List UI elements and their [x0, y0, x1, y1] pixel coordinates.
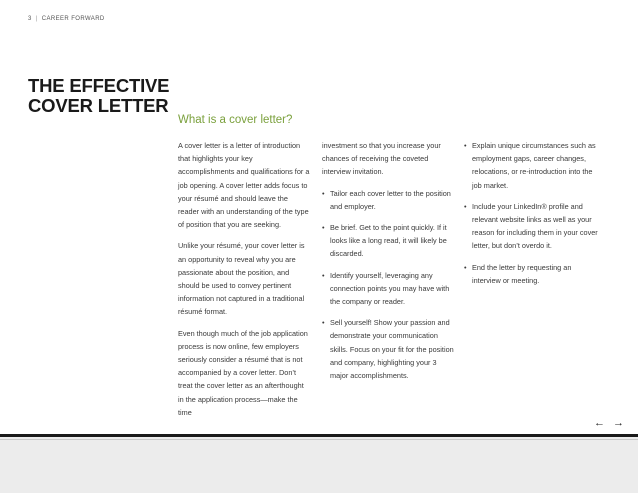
- bullet-item: • Identify yourself, leveraging any connection points you may have with the company or reader.: [322, 269, 455, 309]
- section-title: CAREER FORWARD: [41, 16, 105, 22]
- paragraph: A cover letter is a letter of introduction that highlights your key accomplishments and qualifications for a job opening. A cover letter adds focus to your résumé and should leave the reader with an understanding of the type of position that you are seeking.: [178, 141, 310, 230]
- footer-band: [0, 434, 638, 493]
- bullet-item: • End the letter by requesting an interview or meeting.: [464, 261, 602, 287]
- page-navigation: [594, 417, 624, 429]
- paragraph: Unlike your résumé, your cover letter is an opportunity to reveal why you are passionate about the position, and should be used to convey pertinent information not captured in a traditional résumé format.: [178, 241, 305, 317]
- bullet-item: • Sell yourself! Show your passion and demonstrate your communication skills. Focus on your fit for the position and company, highlighting your 3 major accomplishments.: [322, 316, 455, 382]
- text-column-1: [178, 139, 311, 427]
- bullet-item: • Tailor each cover letter to the position and employer.: [322, 187, 455, 213]
- section-subtitle: What is a cover letter?: [178, 114, 293, 126]
- page-number: 3: [28, 16, 32, 22]
- footer-divider-thin: [0, 439, 638, 440]
- text-column-2: [322, 139, 455, 390]
- bullet-item: • Be brief. Get to the point quickly. If it looks like a long read, it will likely be discarded.: [322, 221, 455, 261]
- previous-page-arrow-icon[interactable]: ←: [594, 417, 605, 429]
- paragraph: investment so that you increase your chances of receiving the coveted interview invitation.: [322, 141, 441, 177]
- bullet-item: • Explain unique circumstances such as employment gaps, career changes, relocations, or re-introduction into the job market.: [464, 139, 602, 192]
- text-column-3: [464, 139, 602, 295]
- bullet-item: • Include your LinkedIn® profile and relevant website links as well as your reason for including them in your cover letter, but don’t overdo it.: [464, 200, 602, 253]
- page-title: [28, 76, 169, 116]
- footer-divider: [0, 434, 638, 437]
- page-header: [28, 16, 105, 22]
- next-page-arrow-icon[interactable]: →: [613, 417, 624, 429]
- page-title-line2: COVER LETTER: [28, 95, 169, 116]
- header-separator: |: [35, 16, 38, 22]
- paragraph: Even though much of the job application process is now online, few employers seriously consider a résumé that is not accompanied by a cover letter. Don’t treat the cover letter as an afterthought in the application process—make the time: [178, 328, 308, 417]
- page-title-line1: THE EFFECTIVE: [28, 75, 170, 96]
